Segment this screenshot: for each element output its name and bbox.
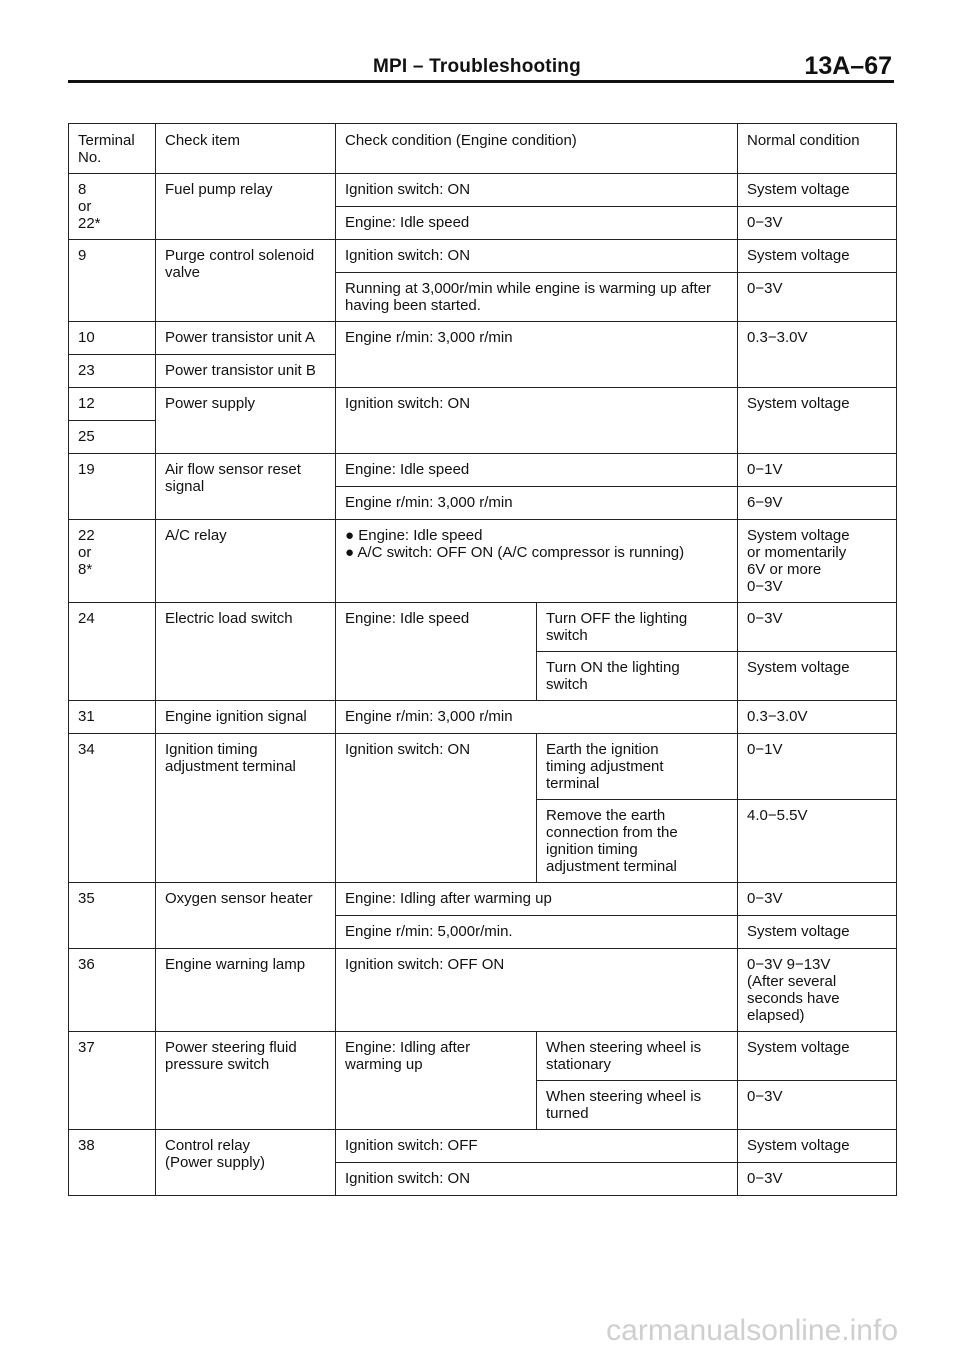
check-condition: Ignition switch: ON xyxy=(336,1163,738,1196)
header-check-condition: Check condition (Engine condition) xyxy=(336,124,738,174)
normal-condition: System voltage xyxy=(738,916,897,949)
page-number: 13A–67 xyxy=(804,52,892,80)
check-item: Power transistor unit B xyxy=(156,355,336,388)
check-item: Ignition timing adjustment terminal xyxy=(156,734,336,883)
check-condition: Ignition switch: ON xyxy=(336,388,738,454)
check-item: Power transistor unit A xyxy=(156,322,336,355)
check-item: Fuel pump relay xyxy=(156,174,336,240)
terminal-no: 12 xyxy=(69,388,156,421)
terminal-no: 37 xyxy=(69,1032,156,1130)
normal-condition: 0.3−3.0V xyxy=(738,322,897,388)
table-row xyxy=(69,701,897,734)
sub-condition: Turn OFF the lighting switch xyxy=(537,603,738,652)
terminal-no: 24 xyxy=(69,603,156,701)
page-header xyxy=(68,52,894,82)
normal-condition: 0−1V xyxy=(738,454,897,487)
check-condition: Ignition switch: OFF xyxy=(336,1130,738,1163)
normal-condition: System voltage xyxy=(738,174,897,207)
normal-condition: 0.3−3.0V xyxy=(738,701,897,734)
terminal-check-table xyxy=(68,123,897,1196)
table-row xyxy=(69,388,897,421)
table-header-row xyxy=(69,124,897,174)
check-item: Air flow sensor reset signal xyxy=(156,454,336,520)
terminal-no: 23 xyxy=(69,355,156,388)
check-item: Purge control solenoid valve xyxy=(156,240,336,322)
table-row xyxy=(69,883,897,916)
header-rule xyxy=(68,80,894,83)
check-item: A/C relay xyxy=(156,520,336,603)
sub-condition: Earth the ignition timing adjustment terminal xyxy=(537,734,738,800)
terminal-no: 8 or 22* xyxy=(69,174,156,240)
terminal-no: 35 xyxy=(69,883,156,949)
table-row xyxy=(69,949,897,1032)
check-item: Oxygen sensor heater xyxy=(156,883,336,949)
header-check-item: Check item xyxy=(156,124,336,174)
check-condition: Engine: Idle speed xyxy=(336,207,738,240)
normal-condition: System voltage or momentarily 6V or more 0−3V xyxy=(738,520,897,603)
check-condition: Ignition switch: ON xyxy=(336,240,738,273)
terminal-no: 34 xyxy=(69,734,156,883)
terminal-no: 31 xyxy=(69,701,156,734)
normal-condition: 0−3V xyxy=(738,603,897,652)
check-condition: Engine r/min: 5,000r/min. xyxy=(336,916,738,949)
check-item: Power supply xyxy=(156,388,336,454)
table-row xyxy=(69,734,897,800)
table-row xyxy=(69,603,897,652)
normal-condition: System voltage xyxy=(738,388,897,454)
check-item: Engine ignition signal xyxy=(156,701,336,734)
normal-condition: 0−3V xyxy=(738,1081,897,1130)
normal-condition: System voltage xyxy=(738,240,897,273)
check-item: Power steering fluid pressure switch xyxy=(156,1032,336,1130)
check-condition: Engine r/min: 3,000 r/min xyxy=(336,487,738,520)
terminal-no: 19 xyxy=(69,454,156,520)
sub-condition: When steering wheel is turned xyxy=(537,1081,738,1130)
table-row xyxy=(69,174,897,207)
normal-condition: 6−9V xyxy=(738,487,897,520)
normal-condition: 0−3V xyxy=(738,273,897,322)
normal-condition: 0−3V 9−13V (After several seconds have elapsed) xyxy=(738,949,897,1032)
terminal-no: 38 xyxy=(69,1130,156,1196)
normal-condition: 0−1V xyxy=(738,734,897,800)
watermark-text: carmanualsonline.info xyxy=(606,1314,898,1347)
table-row xyxy=(69,454,897,487)
header-terminal-no: Terminal No. xyxy=(69,124,156,174)
terminal-no: 36 xyxy=(69,949,156,1032)
normal-condition: System voltage xyxy=(738,652,897,701)
check-condition: ● Engine: Idle speed ● A/C switch: OFF ON (A/C compressor is running) xyxy=(336,520,738,603)
check-item: Engine warning lamp xyxy=(156,949,336,1032)
check-condition: Engine: Idling after warming up xyxy=(336,1032,537,1130)
sub-condition: When steering wheel is stationary xyxy=(537,1032,738,1081)
check-condition: Ignition switch: OFF ON xyxy=(336,949,738,1032)
normal-condition: 4.0−5.5V xyxy=(738,800,897,883)
section-title: MPI – Troubleshooting xyxy=(373,56,581,77)
table-row xyxy=(69,1130,897,1163)
normal-condition: System voltage xyxy=(738,1032,897,1081)
sub-condition: Turn ON the lighting switch xyxy=(537,652,738,701)
terminal-no: 9 xyxy=(69,240,156,322)
check-condition: Ignition switch: ON xyxy=(336,174,738,207)
check-condition: Engine r/min: 3,000 r/min xyxy=(336,701,738,734)
header-normal-condition: Normal condition xyxy=(738,124,897,174)
normal-condition: System voltage xyxy=(738,1130,897,1163)
terminal-no: 25 xyxy=(69,421,156,454)
check-item: Control relay (Power supply) xyxy=(156,1130,336,1196)
check-item: Electric load switch xyxy=(156,603,336,701)
check-condition: Engine: Idling after warming up xyxy=(336,883,738,916)
normal-condition: 0−3V xyxy=(738,883,897,916)
table-row xyxy=(69,520,897,603)
table-row xyxy=(69,322,897,355)
table-row xyxy=(69,1032,897,1081)
check-condition: Ignition switch: ON xyxy=(336,734,537,883)
table-row xyxy=(69,240,897,273)
check-condition: Running at 3,000r/min while engine is warming up after having been started. xyxy=(336,273,738,322)
check-condition: Engine: Idle speed xyxy=(336,603,537,701)
sub-condition: Remove the earth connection from the ignition timing adjustment terminal xyxy=(537,800,738,883)
normal-condition: 0−3V xyxy=(738,207,897,240)
terminal-no: 10 xyxy=(69,322,156,355)
terminal-no: 22 or 8* xyxy=(69,520,156,603)
check-condition: Engine: Idle speed xyxy=(336,454,738,487)
normal-condition: 0−3V xyxy=(738,1163,897,1196)
check-condition: Engine r/min: 3,000 r/min xyxy=(336,322,738,388)
